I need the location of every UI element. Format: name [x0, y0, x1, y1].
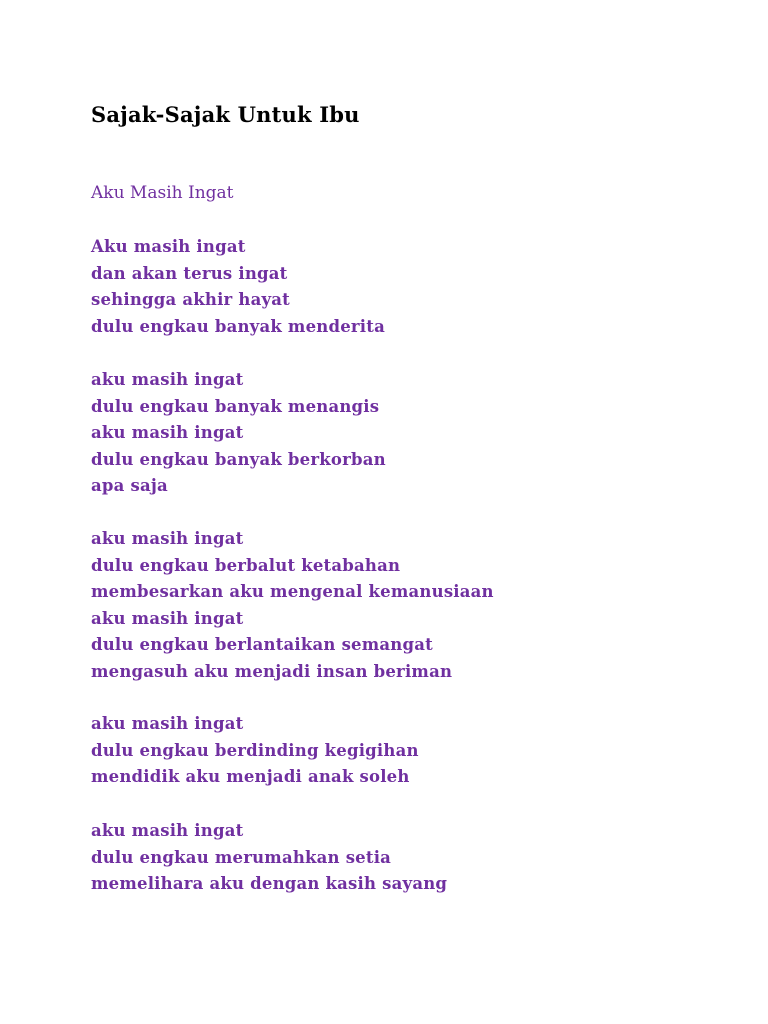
- poem-line: dulu engkau berdinding kegigihan: [91, 740, 419, 760]
- stanza-3: [91, 526, 494, 685]
- stanza-4: [91, 711, 419, 791]
- poem-line: aku masih ingat: [91, 608, 244, 628]
- stanza-2: [91, 367, 386, 500]
- stanza-5: [91, 818, 447, 898]
- poem-line: mendidik aku menjadi anak soleh: [91, 767, 410, 786]
- poem-line: Aku masih ingat: [91, 237, 246, 256]
- poem-line: dulu engkau merumahkan setia: [91, 847, 392, 867]
- poem-line: dulu engkau banyak berkorban: [91, 449, 386, 469]
- poem-line: aku masih ingat: [91, 529, 244, 548]
- poem-title: Aku Masih Ingat: [91, 183, 234, 203]
- poem-line: aku masih ingat: [91, 821, 244, 840]
- poem-line: aku masih ingat: [91, 423, 244, 442]
- poem-line: aku masih ingat: [91, 714, 244, 733]
- poem-line: sehingga akhir hayat: [91, 290, 290, 309]
- poem-line: apa saja: [91, 476, 168, 495]
- poem-line: aku masih ingat: [91, 370, 244, 389]
- poem-line: dulu engkau berbalut ketabahan: [91, 555, 401, 575]
- poem-line: membesarkan aku mengenal kemanusiaan: [91, 582, 494, 601]
- poem-line: dulu engkau banyak menderita: [91, 316, 385, 336]
- poem-line: mengasuh aku menjadi insan beriman: [91, 661, 453, 681]
- stanza-1: [91, 234, 385, 340]
- poem-line: dan akan terus ingat: [91, 263, 288, 283]
- poem-line: dulu engkau berlantaikan semangat: [91, 635, 433, 654]
- poem-line: memelihara aku dengan kasih sayang: [91, 874, 448, 893]
- document-title: Sajak-Sajak Untuk Ibu: [91, 102, 360, 127]
- poem-line: dulu engkau banyak menangis: [91, 396, 380, 416]
